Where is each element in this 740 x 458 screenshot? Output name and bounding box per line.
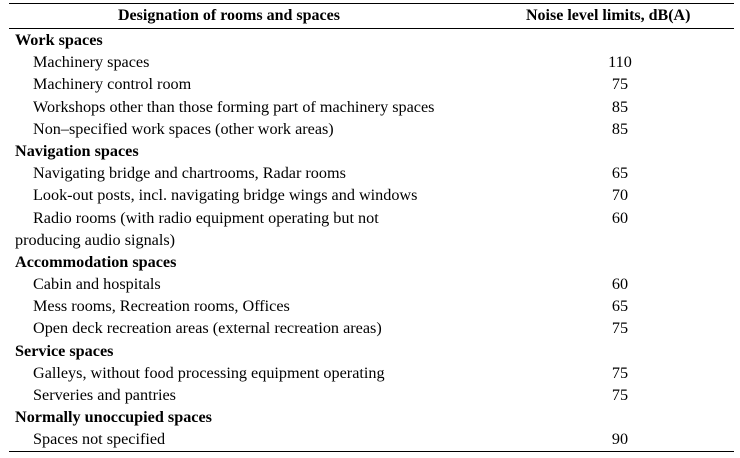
table-row — [0, 118, 740, 140]
table-row — [0, 51, 740, 73]
noise-limit-value: 75 — [611, 75, 629, 94]
room-label: Cabin and hospitals — [33, 275, 161, 294]
room-label-line-2: producing audio signals) — [15, 230, 176, 249]
noise-limit-value: 75 — [611, 363, 629, 382]
room-label: Non–specified work spaces (other work areas) — [33, 119, 334, 138]
room-label: Navigating bridge and chartrooms, Radar rooms — [33, 164, 346, 183]
room-label: Serveries and pantries — [33, 386, 176, 405]
table-body — [0, 29, 740, 451]
noise-limit-value: 75 — [611, 319, 629, 338]
room-label: Machinery spaces — [33, 53, 150, 72]
room-label: Look-out posts, incl. navigating bridge wings and windows — [33, 186, 418, 205]
column-header-noise-limits: Noise level limits, dB(A) — [526, 7, 691, 24]
table-row — [0, 384, 740, 406]
group-row — [0, 340, 740, 362]
noise-limit-value: 75 — [611, 386, 629, 405]
column-header-designation: Designation of rooms and spaces — [118, 7, 340, 24]
table-row — [0, 317, 740, 339]
table-row — [0, 96, 740, 118]
group-row — [0, 29, 740, 51]
noise-limit-value: 65 — [611, 297, 629, 316]
group-label-work-spaces: Work spaces — [15, 31, 103, 49]
table-row — [0, 207, 740, 251]
room-label: Machinery control room — [33, 75, 192, 94]
table-row — [0, 184, 740, 206]
noise-limit-value: 65 — [611, 164, 629, 183]
noise-limit-value: 60 — [611, 208, 629, 227]
room-label: Galleys, without food processing equipment operating — [33, 363, 385, 382]
noise-limit-value: 110 — [608, 53, 632, 72]
group-row — [0, 406, 740, 428]
group-label-navigation-spaces: Navigation spaces — [15, 141, 139, 160]
table-row — [0, 362, 740, 384]
room-label: Spaces not specified — [33, 430, 166, 449]
room-label-line-1: Radio rooms (with radio equipment operating but not — [33, 208, 379, 227]
room-label: Open deck recreation areas (external recreation areas) — [33, 319, 382, 338]
group-label-accommodation-spaces: Accommodation spaces — [15, 252, 177, 271]
room-label: Workshops other than those forming part of machinery spaces — [33, 97, 435, 116]
noise-limit-value: 85 — [611, 119, 629, 138]
table-bottom-rule — [9, 451, 734, 452]
noise-limit-value: 60 — [611, 275, 629, 294]
noise-limit-value: 90 — [611, 430, 629, 449]
table-row — [0, 295, 740, 317]
table-top-rule — [9, 3, 734, 4]
room-label: Mess rooms, Recreation rooms, Offices — [33, 297, 290, 316]
table-row — [0, 162, 740, 184]
group-label-normally-unoccupied-spaces: Normally unoccupied spaces — [15, 408, 212, 427]
noise-limit-value: 85 — [611, 97, 629, 116]
group-row — [0, 140, 740, 162]
table-row — [0, 428, 740, 450]
table-row — [0, 73, 740, 95]
group-row — [0, 251, 740, 273]
group-label-service-spaces: Service spaces — [15, 341, 114, 360]
noise-limit-value: 70 — [611, 186, 629, 205]
table-row — [0, 273, 740, 295]
